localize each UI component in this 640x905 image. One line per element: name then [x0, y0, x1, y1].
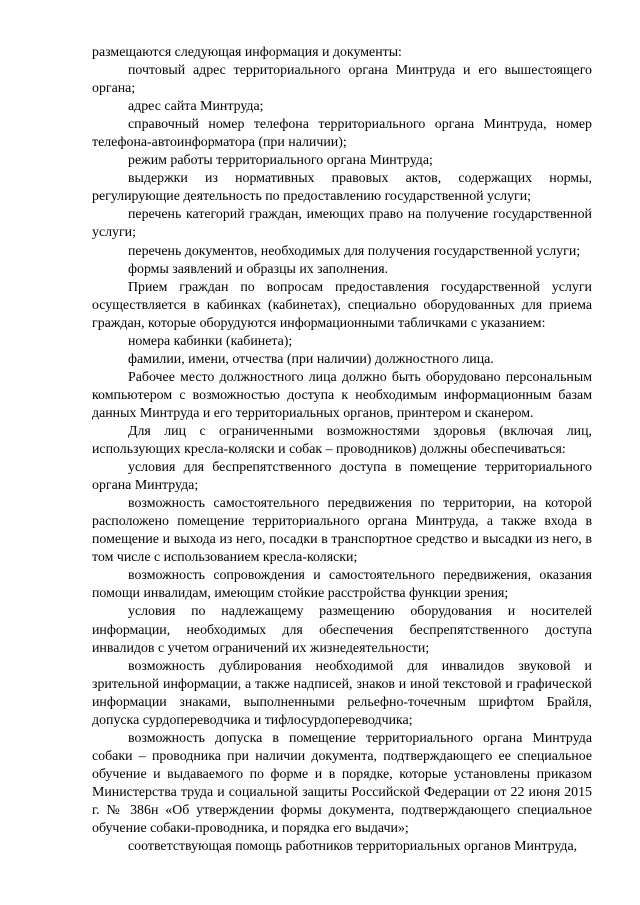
paragraph-4: справочный номер телефона территориального органа Минтруда, номер телефона-автоинформатора (при наличии); [92, 117, 592, 151]
paragraph-20: возможность допуска в помещение территориального органа Минтруда собаки – проводника при наличии документа, подтверждающего ее специальное обучение и выдаваемого по форме и в порядке, которые установлены приказом Министерства труда и социальной защиты Российской Федерации от 22 июня 2015 г. № 386н «Об утверждении формы документа, подтверждающего специальное обучение собаки-проводника, и порядка его выдачи»; [92, 730, 592, 837]
paragraph-3: адрес сайта Минтруда; [128, 99, 264, 115]
paragraph-6: выдержки из нормативных правовых актов, содержащих нормы, регулирующие деятельность по предоставлению государственной услуги; [92, 171, 592, 205]
paragraph-11: номера кабинки (кабинета); [128, 333, 293, 349]
paragraph-10: Прием граждан по вопросам предоставления государственной услуги осуществляется в кабинках (кабинетах), специально оборудованных для приема граждан, которые оборудуются информационными табличками с указанием: [92, 279, 592, 331]
paragraph-9: формы заявлений и образцы их заполнения. [128, 261, 389, 277]
paragraph-16: возможность самостоятельного передвижения по территории, на которой расположено помещение территориального органа Минтруда, а также входа в помещение и выхода из него, посадки в транспортное средство и высадки из него, в том числе с использованием кресла-коляски; [92, 496, 592, 566]
paragraph-15: условия для беспрепятственного доступа в помещение территориального органа Минтруда; [92, 460, 592, 494]
document-page [92, 44, 592, 856]
paragraph-1: размещаются следующая информация и документы: [92, 45, 402, 60]
paragraph-12: фамилии, имени, отчества (при наличии) должностного лица. [128, 351, 494, 367]
paragraph-14: Для лиц с ограниченными возможностями здоровья (включая лиц, использующих кресла-коляски и собак – проводников) должны обеспечиваться: [92, 423, 592, 458]
paragraph-13: Рабочее место должностного лица должно быть оборудовано персональным компьютером с возможностью доступа к необходимым информационным базам данных Минтруда и его территориальных органов, принтером и сканером. [92, 369, 592, 421]
paragraph-5: режим работы территориального органа Минтруда; [128, 153, 433, 169]
paragraph-19: возможность дублирования необходимой для инвалидов звуковой и зрительной информации, а также надписей, знаков и иной текстовой и графической информации знаками, выполненными рельефно-точечным шрифтом Брайля, допуска сурдопереводчика и тифлосурдопереводчика; [92, 658, 592, 728]
paragraph-8: перечень документов, необходимых для получения государственной услуги; [128, 243, 581, 259]
paragraph-7: перечень категорий граждан, имеющих право на получение государственной услуги; [92, 207, 592, 241]
paragraph-2: почтовый адрес территориального органа Минтруда и его вышестоящего органа; [92, 63, 592, 97]
paragraph-18: условия по надлежащему размещению оборудования и носителей информации, необходимых для обеспечения беспрепятственного доступа инвалидов с учетом ограничений их жизнедеятельности; [92, 604, 592, 656]
paragraph-17: возможность сопровождения и самостоятельного передвижения, оказания помощи инвалидам, имеющим стойкие расстройства функции зрения; [92, 568, 592, 602]
paragraph-21: соответствующая помощь работников территориальных органов Минтруда, [128, 839, 578, 855]
